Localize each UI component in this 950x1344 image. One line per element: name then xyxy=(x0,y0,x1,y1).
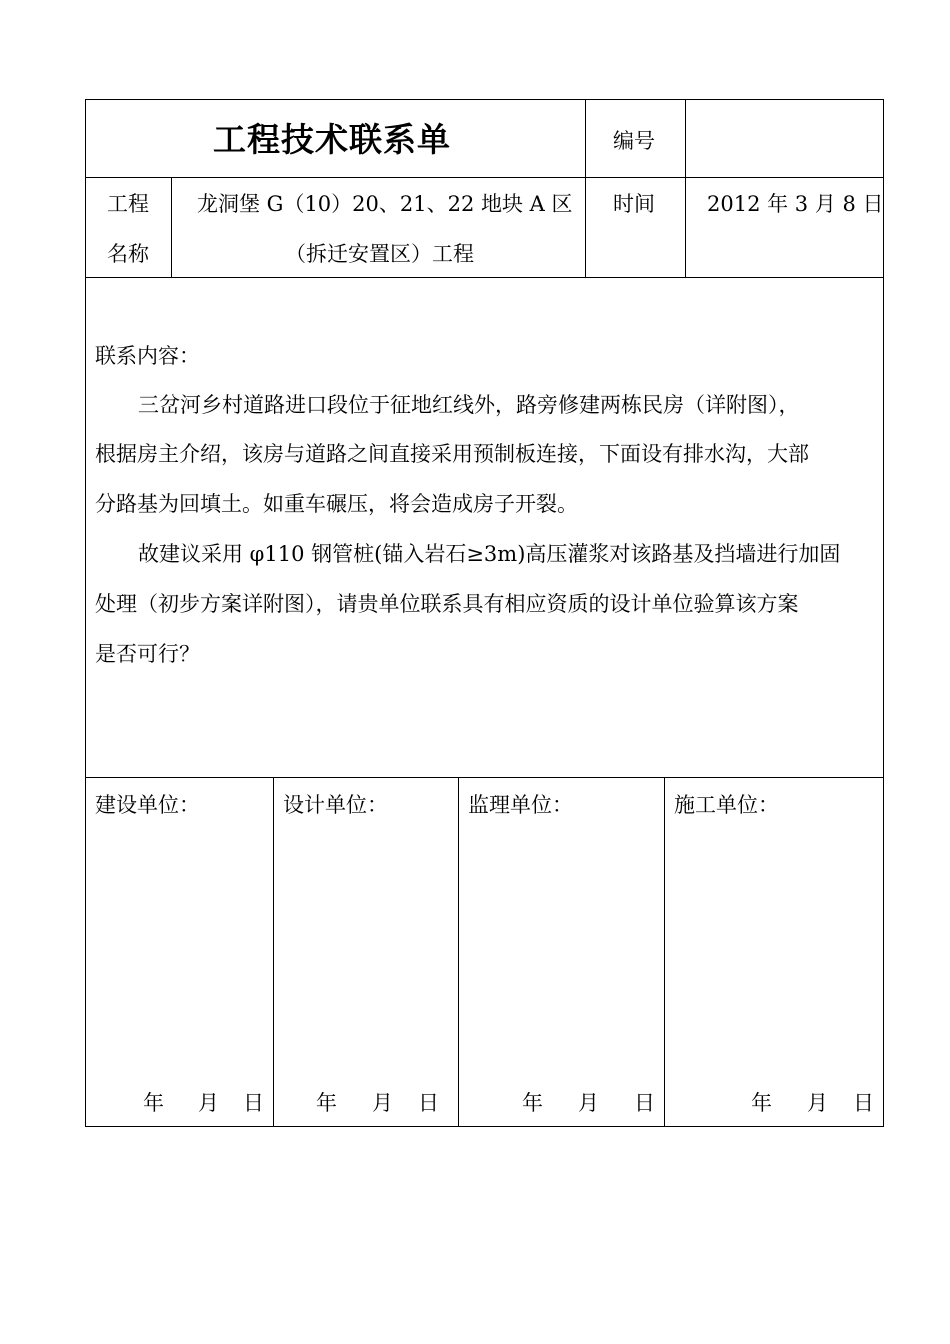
time-label: 时间 xyxy=(613,192,655,216)
sign-date-day-4: 日 xyxy=(853,1091,874,1115)
table-rule-sign-3 xyxy=(664,777,665,1127)
sign-date-year-1: 年 xyxy=(143,1091,164,1115)
sign-date-month-4: 月 xyxy=(807,1091,828,1115)
number-label: 编号 xyxy=(613,129,655,153)
content-p2-line1: 故建议采用 φ110 钢管桩(锚入岩石≥3m)高压灌浆对该路基及挡墙进行加固 xyxy=(138,542,841,566)
table-border-bottom xyxy=(85,1126,884,1127)
sign-date-month-1: 月 xyxy=(198,1091,219,1115)
table-rule-col-label xyxy=(171,177,172,278)
table-rule-col-value xyxy=(685,99,686,278)
table-border-top xyxy=(85,99,884,100)
content-heading: 联系内容： xyxy=(95,344,200,368)
table-rule-col-number xyxy=(585,99,586,278)
table-border-right xyxy=(883,99,884,1127)
sign-date-day-2: 日 xyxy=(418,1091,439,1115)
table-rule-sign-2 xyxy=(458,777,459,1127)
content-p1-line1: 三岔河乡村道路进口段位于征地红线外，路旁修建两栋民房（详附图）， xyxy=(138,393,800,417)
sign-date-month-2: 月 xyxy=(372,1091,393,1115)
project-label-line2: 名称 xyxy=(107,242,149,266)
sign-unit-design: 设计单位： xyxy=(283,793,388,817)
content-p1-line3: 分路基为回填土。如重车碾压，将会造成房子开裂。 xyxy=(95,492,578,516)
sign-unit-supervision: 监理单位： xyxy=(468,793,573,817)
sign-unit-construction: 建设单位： xyxy=(95,793,200,817)
project-label-line1: 工程 xyxy=(107,192,149,216)
table-rule-project xyxy=(85,277,884,278)
sign-unit-contractor: 施工单位： xyxy=(674,793,779,817)
project-name-line2: （拆迁安置区）工程 xyxy=(285,242,474,266)
table-rule-sign-1 xyxy=(273,777,274,1127)
sign-date-year-4: 年 xyxy=(751,1091,772,1115)
table-rule-header xyxy=(85,177,884,178)
project-name-line1: 龙洞堡 G（10）20、21、22 地块 A 区 xyxy=(197,192,573,216)
content-p2-line3: 是否可行？ xyxy=(95,642,200,666)
sign-date-year-3: 年 xyxy=(522,1091,543,1115)
time-value: 2012 年 3 月 8 日 xyxy=(707,192,884,216)
sign-date-year-2: 年 xyxy=(316,1091,337,1115)
sign-date-month-3: 月 xyxy=(578,1091,599,1115)
sign-date-day-3: 日 xyxy=(634,1091,655,1115)
form-title: 工程技术联系单 xyxy=(213,120,451,159)
table-rule-content xyxy=(85,777,884,778)
content-p2-line2: 处理（初步方案详附图），请贵单位联系具有相应资质的设计单位验算该方案 xyxy=(95,592,799,616)
content-p1-line2: 根据房主介绍，该房与道路之间直接采用预制板连接，下面设有排水沟，大部 xyxy=(95,442,809,466)
sign-date-day-1: 日 xyxy=(243,1091,264,1115)
table-border-left xyxy=(85,99,86,1127)
